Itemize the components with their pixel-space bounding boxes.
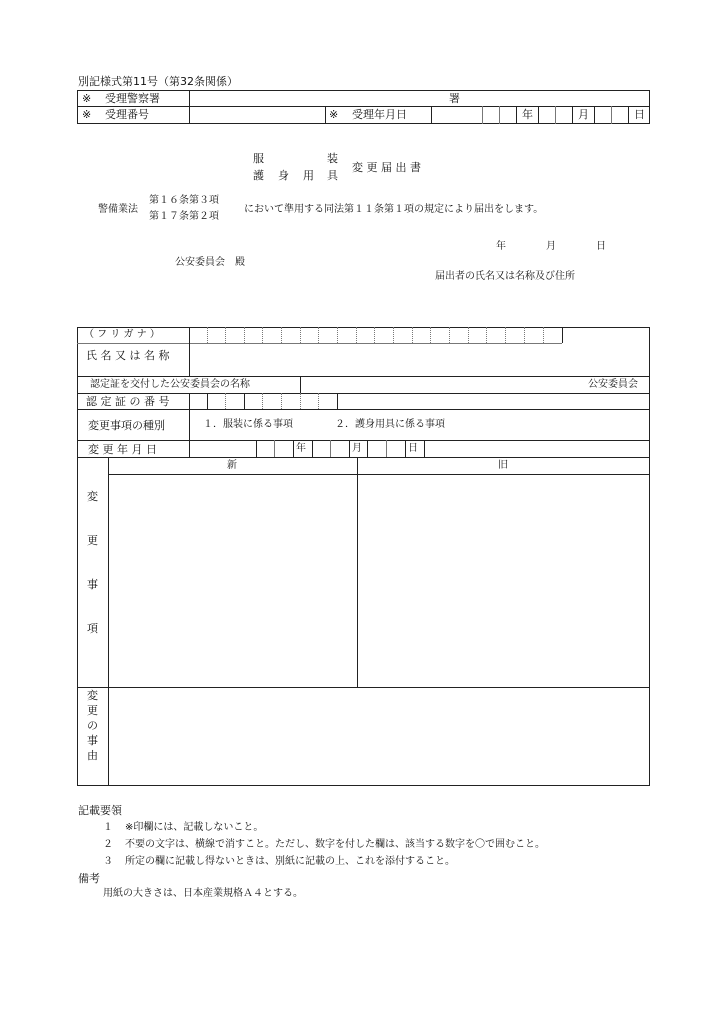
change-date-label: 変 更 年 月 日 [88, 443, 157, 456]
certificate-number-label: 認 定 証 の 番 号 [86, 395, 170, 408]
change-items-label-char: 事 [87, 578, 98, 591]
note-text: 不要の文字は、横線で消すこと。ただし、数字を付した欄は、該当する数字を〇で囲むこと。 [125, 839, 545, 850]
title-main: 変 更 届 出 書 [352, 161, 421, 174]
applicant-label: 届出者の氏名又は名称及び住所 [435, 271, 575, 282]
note-number: １ [103, 822, 113, 833]
change-month-label: 月 [352, 443, 362, 454]
note-number: ３ [103, 856, 113, 867]
reception-mark: ※ [82, 92, 92, 105]
form-number: 別記様式第11号（第32条関係） [78, 75, 238, 88]
change-items-label-char: 変 [87, 490, 98, 503]
commission-label: 認定証を交付した公安委員会の名称 [90, 379, 250, 390]
police-station-suffix: 署 [449, 92, 460, 105]
reception-mark: ※ [82, 108, 92, 121]
change-items-label-char: 更 [87, 534, 98, 547]
change-type-equipment: ２．護身用具に係る事項 [335, 419, 445, 430]
reception-number-label: 受理番号 [105, 108, 149, 121]
title-char: 護 [253, 169, 264, 182]
law-reference-1: 第１６条第３項 [149, 195, 219, 206]
remarks-text: 用紙の大きさは、日本産業規格Ａ４とする。 [103, 888, 303, 899]
title-char: 身 [278, 169, 289, 182]
notes-heading: 記載要領 [78, 804, 122, 817]
title-equipment: 装 [327, 152, 338, 165]
note-text: ※印欄には、記載しないこと。 [125, 822, 264, 833]
change-type-uniform: １．服装に係る事項 [203, 419, 293, 430]
change-type-label: 変更事項の種別 [88, 419, 165, 432]
change-reason-label-char: 変 [87, 689, 98, 702]
title-uniform: 服 [253, 152, 264, 165]
reception-day-label: 日 [634, 108, 645, 121]
reception-month-label: 月 [578, 108, 589, 121]
new-column-header: 新 [227, 460, 237, 471]
receiving-police-label: 受理警察署 [105, 92, 160, 105]
name-label: 氏 名 又 は 名 称 [86, 349, 170, 362]
title-char: 用 [303, 169, 314, 182]
date-year-label: 年 [496, 241, 506, 252]
title-char: 具 [327, 169, 338, 182]
change-reason-label-char: 事 [87, 734, 98, 747]
remarks-heading: 備考 [78, 872, 100, 885]
law-name: 警備業法 [98, 204, 138, 215]
date-month-label: 月 [546, 241, 556, 252]
commission-suffix: 公安委員会 [588, 379, 638, 390]
date-day-label: 日 [596, 241, 606, 252]
change-reason-label-char: 由 [87, 749, 98, 762]
note-number: ２ [103, 839, 113, 850]
change-reason-label-char: の [87, 719, 98, 732]
reception-date-label: 受理年月日 [352, 108, 407, 121]
furigana-label: （ フ リ ガ ナ ） [84, 329, 160, 340]
old-column-header: 旧 [498, 460, 508, 471]
law-reference-2: 第１７条第２項 [149, 211, 219, 222]
reception-mark: ※ [329, 108, 339, 121]
change-year-label: 年 [296, 443, 306, 454]
statement-text: において準用する同法第１１条第１項の規定により届出をします。 [244, 204, 544, 215]
change-day-label: 日 [408, 443, 418, 454]
addressee: 公安委員会 殿 [175, 257, 245, 268]
change-reason-label-char: 更 [87, 704, 98, 717]
note-text: 所定の欄に記載し得ないときは、別紙に記載の上、これを添付すること。 [125, 856, 455, 867]
reception-year-label: 年 [522, 108, 533, 121]
change-items-label-char: 項 [87, 622, 98, 635]
